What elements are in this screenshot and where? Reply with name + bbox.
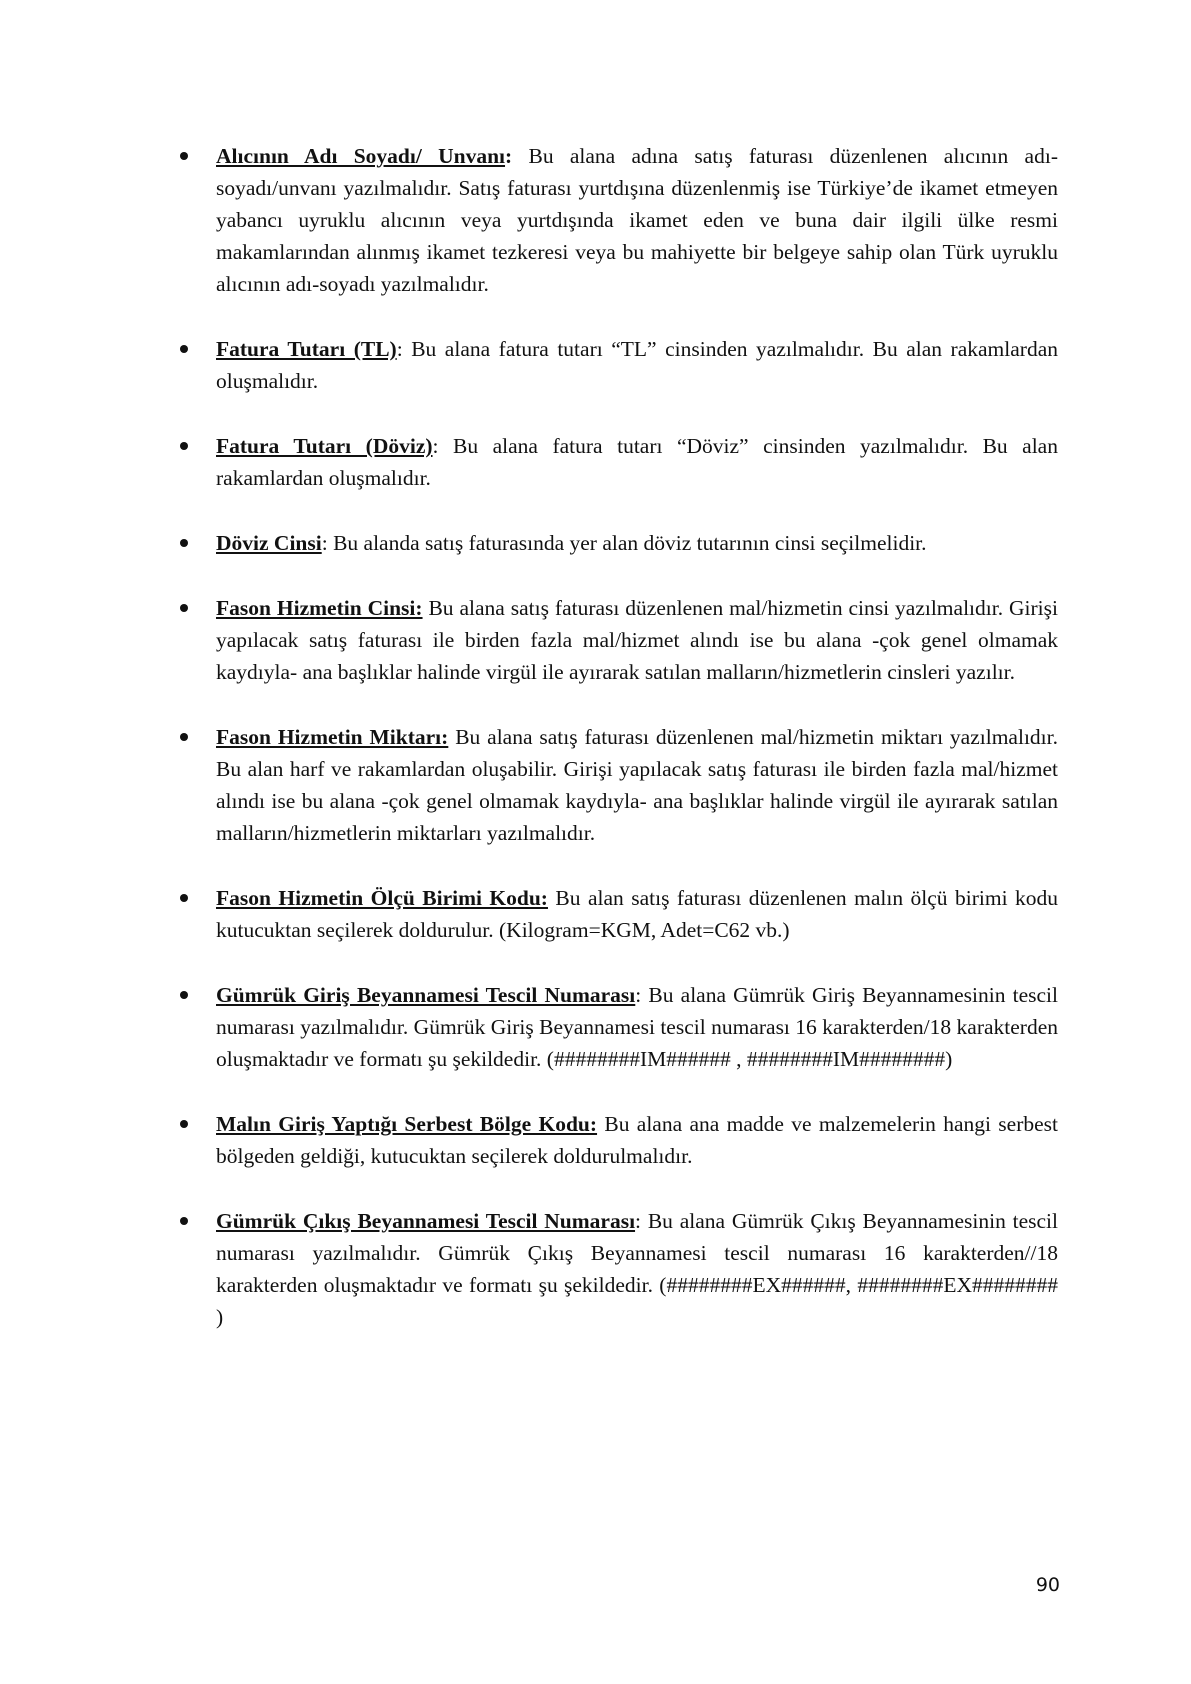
page-number: 90 <box>1035 1574 1060 1596</box>
bullet-icon <box>180 604 188 612</box>
bullet-icon <box>180 894 188 902</box>
field-term: Gümrük Giriş Beyannamesi Tescil Numarası <box>216 983 636 1007</box>
field-description: Bu alan satış faturası düzenlenen malın ölçü birimi kodu kutucuktan seçilerek doldurulur. (Kilogram=KGM, Adet=C62 vb.) <box>216 886 1058 942</box>
bullet-icon <box>180 539 188 547</box>
list-item <box>178 1108 1058 1172</box>
list-item <box>178 721 1058 849</box>
field-term: Fatura Tutarı (TL) <box>216 337 397 361</box>
field-description-list <box>178 140 1058 1366</box>
field-description: Bu alana satış faturası düzenlenen mal/hizmetin cinsi yazılmalıdır. Girişi yapılacak satış faturası ile birden fazla mal/hizmet alındı ise bu alana -çok genel olmamak kaydıyla- ana başlıklar halinde virgül ile ayırarak satılan malların/hizmetlerin cinsleri yazılır. <box>216 596 1058 684</box>
bullet-icon <box>180 442 188 450</box>
field-description: Bu alana ana madde ve malzemelerin hangi serbest bölgeden geldiği, kutucuktan seçilerek doldurulmalıdır. <box>216 1112 1058 1168</box>
field-description: : Bu alana fatura tutarı “TL” cinsinden yazılmalıdır. Bu alan rakamlardan oluşmalıdır. <box>216 337 1058 393</box>
field-description: : Bu alana fatura tutarı “Döviz” cinsinden yazılmalıdır. Bu alan rakamlardan oluşmalıdır. <box>216 434 1058 490</box>
list-item <box>178 882 1058 946</box>
field-term: Döviz Cinsi <box>216 531 322 555</box>
field-description: : Bu alanda satış faturasında yer alan döviz tutarının cinsi seçilmelidir. <box>321 531 927 555</box>
list-item <box>178 1205 1058 1333</box>
field-description: : Bu alana Gümrük Çıkış Beyannamesinin tescil numarası yazılmalıdır. Gümrük Çıkış Beyannamesi tescil numarası 16 karakterden//18 karakterden oluşmaktadır ve formatı şu şekildedir. (########EX######, ########EX######## ) <box>216 1209 1058 1329</box>
field-term: Fatura Tutarı (Döviz) <box>216 434 433 458</box>
bullet-icon <box>180 1120 188 1128</box>
field-term: Fason Hizmetin Miktarı: <box>216 725 449 749</box>
field-term: Malın Giriş Yaptığı Serbest Bölge Kodu: <box>216 1112 598 1136</box>
list-item <box>178 527 1058 559</box>
field-description: Bu alana adına satış faturası düzenlenen alıcının adı-soyadı/unvanı yazılmalıdır. Satış faturası yurtdışına düzenlenmiş ise Türkiye’de ikamet etmeyen yabancı uyruklu alıcının veya yurtdışında ikamet eden ve buna dair ilgili ülke resmi makamlarından alınmış ikamet tezkeresi veya bu mahiyette bir belgeye sahip olan Türk uyruklu alıcının adı-soyadı yazılmalıdır. <box>216 144 1058 296</box>
bullet-icon <box>180 345 188 353</box>
field-description: : Bu alana Gümrük Giriş Beyannamesinin tescil numarası yazılmalıdır. Gümrük Giriş Beyannamesi tescil numarası 16 karakterden/18 karakterden oluşmaktadır ve formatı şu şekildedir. (########IM###### , ########IM########) <box>216 983 1059 1071</box>
bullet-icon <box>180 152 188 160</box>
bullet-icon <box>180 1217 188 1225</box>
list-item <box>178 333 1058 397</box>
bullet-icon <box>180 991 188 999</box>
bullet-icon <box>180 733 188 741</box>
field-term: Gümrük Çıkış Beyannamesi Tescil Numarası <box>216 1209 636 1233</box>
list-item <box>178 140 1058 300</box>
list-item <box>178 979 1058 1075</box>
list-item <box>178 592 1058 688</box>
term-colon: : <box>505 144 513 168</box>
field-term: Alıcının Adı Soyadı/ Unvanı <box>216 144 506 168</box>
field-term: Fason Hizmetin Cinsi: <box>216 596 423 620</box>
field-description: Bu alana satış faturası düzenlenen mal/hizmetin miktarı yazılmalıdır. Bu alan harf ve rakamlardan oluşabilir. Girişi yapılacak satış faturası ile birden fazla mal/hizmet alındı ise bu alana -çok genel olmamak kaydıyla- ana başlıklar halinde virgül ile ayırarak satılan malların/hizmetlerin miktarları yazılmalıdır. <box>216 725 1058 845</box>
list-item <box>178 430 1058 494</box>
field-term: Fason Hizmetin Ölçü Birimi Kodu: <box>216 886 548 910</box>
